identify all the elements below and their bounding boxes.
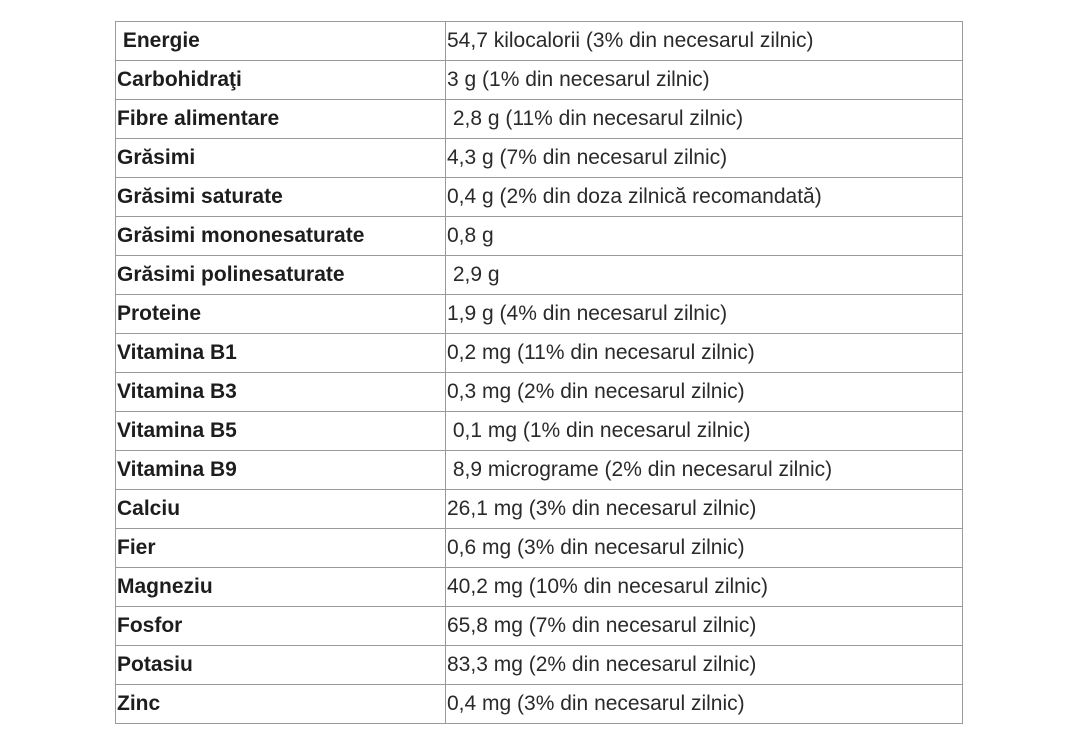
- nutrient-value: 8,9 micrograme (2% din necesarul zilnic): [446, 451, 963, 490]
- nutrition-table: [115, 21, 963, 724]
- nutrient-value: 0,4 g (2% din doza zilnică recomandată): [446, 178, 963, 217]
- table-row: [116, 373, 963, 412]
- nutrient-value: 0,3 mg (2% din necesarul zilnic): [446, 373, 963, 412]
- nutrient-name: Zinc: [116, 685, 446, 724]
- nutrient-value: 54,7 kilocalorii (3% din necesarul zilnic): [446, 22, 963, 61]
- nutrient-name: Fier: [116, 529, 446, 568]
- nutrient-value: 0,4 mg (3% din necesarul zilnic): [446, 685, 963, 724]
- nutrient-value: 0,6 mg (3% din necesarul zilnic): [446, 529, 963, 568]
- table-row: [116, 334, 963, 373]
- nutrient-name: Vitamina B9: [116, 451, 446, 490]
- table-row: [116, 217, 963, 256]
- nutrient-value: 2,8 g (11% din necesarul zilnic): [446, 100, 963, 139]
- table-row: [116, 295, 963, 334]
- table-row: [116, 178, 963, 217]
- table-row: [116, 100, 963, 139]
- table-row: [116, 646, 963, 685]
- table-row: [116, 61, 963, 100]
- nutrient-name: Vitamina B3: [116, 373, 446, 412]
- nutrient-name: Grăsimi saturate: [116, 178, 446, 217]
- table-row: [116, 451, 963, 490]
- nutrient-name: Fosfor: [116, 607, 446, 646]
- nutrient-value: 0,8 g: [446, 217, 963, 256]
- nutrient-name: Carbohidraţi: [116, 61, 446, 100]
- table-row: [116, 490, 963, 529]
- nutrient-value: 40,2 mg (10% din necesarul zilnic): [446, 568, 963, 607]
- nutrient-name: Energie: [116, 22, 446, 61]
- nutrient-value: 4,3 g (7% din necesarul zilnic): [446, 139, 963, 178]
- nutrient-value: 3 g (1% din necesarul zilnic): [446, 61, 963, 100]
- table-row: [116, 139, 963, 178]
- nutrient-name: Grăsimi mononesaturate: [116, 217, 446, 256]
- nutrient-value: 1,9 g (4% din necesarul zilnic): [446, 295, 963, 334]
- table-row: [116, 529, 963, 568]
- table-row: [116, 22, 963, 61]
- nutrient-name: Calciu: [116, 490, 446, 529]
- nutrient-name: Fibre alimentare: [116, 100, 446, 139]
- nutrient-name: Potasiu: [116, 646, 446, 685]
- nutrient-value: 0,2 mg (11% din necesarul zilnic): [446, 334, 963, 373]
- table-row: [116, 568, 963, 607]
- nutrient-name: Vitamina B1: [116, 334, 446, 373]
- table-row: [116, 685, 963, 724]
- nutrition-table-body: [116, 22, 963, 724]
- table-row: [116, 607, 963, 646]
- nutrient-value: 26,1 mg (3% din necesarul zilnic): [446, 490, 963, 529]
- table-row: [116, 412, 963, 451]
- nutrient-name: Grăsimi: [116, 139, 446, 178]
- nutrient-name: Proteine: [116, 295, 446, 334]
- nutrient-value: 2,9 g: [446, 256, 963, 295]
- nutrient-value: 83,3 mg (2% din necesarul zilnic): [446, 646, 963, 685]
- nutrient-name: Grăsimi polinesaturate: [116, 256, 446, 295]
- nutrient-name: Magneziu: [116, 568, 446, 607]
- nutrient-value: 0,1 mg (1% din necesarul zilnic): [446, 412, 963, 451]
- table-row: [116, 256, 963, 295]
- nutrient-name: Vitamina B5: [116, 412, 446, 451]
- nutrient-value: 65,8 mg (7% din necesarul zilnic): [446, 607, 963, 646]
